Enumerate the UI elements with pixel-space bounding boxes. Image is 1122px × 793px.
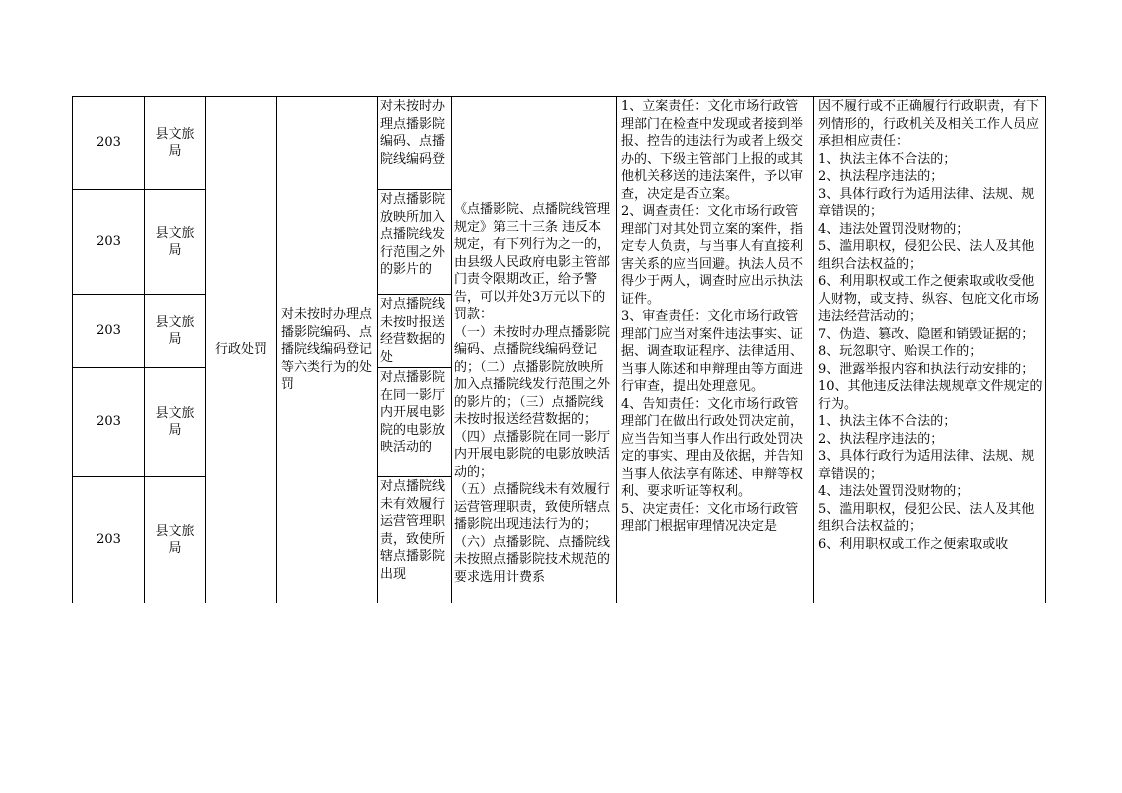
- legal-basis-cell: [452, 97, 617, 603]
- row-number-cell: [72, 368, 145, 477]
- department-cell: [145, 190, 206, 295]
- department: 县文旅局: [155, 126, 195, 159]
- row-number: 203: [96, 414, 121, 430]
- department-cell: [145, 477, 206, 603]
- row-number: 203: [96, 234, 121, 250]
- sub-item: 对点播影院在同一影厅内开展电影院的电影放映活动的: [380, 370, 446, 455]
- accountability: 因不履行或不正确履行行政职责，有下列情形的，行政机关及相关工作人员应承担相应责任： 1、执法主体不合法的； 2、执法程序违法的； 3、具体行政行为适用法律、法规、规章错误的； 4、违法处置罚没财物的； 5、滥用职权，侵犯公民、法人及其他组织合法权益的； 6、利用职权或工作之便索取或收受他人财物，或支持、纵容、包庇文化市场违法经营活动的； 7、伪造、篡改、隐匿和销毁证据的； 8、玩忽职守、贻误工作的； 9、泄露举报内容和执法行动安排的； 10、其他违反法律法规规章文件规定的行为。 1、执法主体不合法的； 2、执法程序违法的； 3、具体行政行为适用法律、法规、规章错误的； 4、违法处置罚没财物的； 5、滥用职权，侵犯公民、法人及其他组织合法权益的； 6、利用职权或工作之便索取或收: [818, 99, 1043, 552]
- department: 县文旅局: [155, 225, 195, 258]
- row-number-cell: [72, 295, 145, 368]
- sub-item-cell: [378, 190, 452, 295]
- category-cell: [206, 97, 277, 603]
- department-cell: [145, 97, 206, 190]
- department-cell: [145, 368, 206, 477]
- department-cell: [145, 295, 206, 368]
- sub-item: 对点播院线未有效履行运营管理职责，致使所辖点播影院出现: [380, 479, 446, 582]
- department: 县文旅局: [155, 314, 195, 347]
- responsibility-cell: [617, 97, 814, 603]
- sub-item: 对未按时办理点播影院编码、点播院线编码登: [380, 99, 446, 167]
- sub-item-cell: [378, 477, 452, 603]
- row-number-cell: [72, 477, 145, 603]
- item-name-cell: [277, 97, 378, 603]
- row-number: 203: [96, 135, 121, 151]
- sub-item: 对点播影院放映所加入点播院线发行范围之外的影片的: [380, 192, 446, 277]
- department: 县文旅局: [155, 523, 195, 556]
- sub-item-cell: [378, 368, 452, 477]
- legal-basis: 《点播影院、点播院线管理规定》第三十三条 违反本规定，有下列行为之一的，由县级人民政府电影主管部门责令限期改正，给予警告，可以并处3万元以下的罚款： （一）未按时办理点播影院编码、点播院线编码登记的；（二）点播影院放映所加入点播院线发行范围之外的影片的；（三）点播院线未按时报送经营数据的；（四）点播影院在同一影厅内开展电影院的电影放映活动的； （五）点播院线未有效履行运营管理职责，致使所辖点播影院出现违法行为的；（六）点播影院、点播院线未按照点播影院技术规范的要求选用计费系: [454, 202, 611, 585]
- department: 县文旅局: [155, 405, 195, 438]
- accountability-cell: [814, 97, 1046, 603]
- row-number-cell: [72, 97, 145, 190]
- sub-item-cell: [378, 295, 452, 368]
- sub-item-cell: [378, 97, 452, 190]
- category: 行政处罚: [214, 342, 267, 358]
- row-number: 203: [96, 323, 121, 339]
- enforcement-table: [72, 96, 1046, 603]
- sub-item: 对点播院线未按时报送经营数据的处: [380, 297, 446, 365]
- row-number-cell: [72, 190, 145, 295]
- item-name: 对未按时办理点播影院编码、点播院线编码登记等六类行为的处罚: [281, 307, 373, 393]
- row-number: 203: [96, 532, 121, 548]
- responsibility: 1、立案责任：文化市场行政管理部门在检查中发现或者接到举报、控告的违法行为或者上级交办的、下级主管部门上报的或其他机关移送的违法案件，予以审查，决定是否立案。 2、调查责任：文化市场行政管理部门对其处罚立案的案件，指定专人负责，与当事人有直接利害关系的应当回避。执法人员不得少于两人，调查时应出示执法证件。 3、审查责任：文化市场行政管理部门应当对案件违法事实、证据、调查取证程序、法律适用、当事人陈述和申辩理由等方面进行审查，提出处理意见。 4、告知责任：文化市场行政管理部门在做出行政处罚决定前，应当告知当事人作出行政处罚决定的事实、理由及依据，并告知当事人依法享有陈述、申辩等权利、要求听证等权利。 5、决定责任：文化市场行政管理部门根据审理情况决定是: [621, 99, 804, 534]
